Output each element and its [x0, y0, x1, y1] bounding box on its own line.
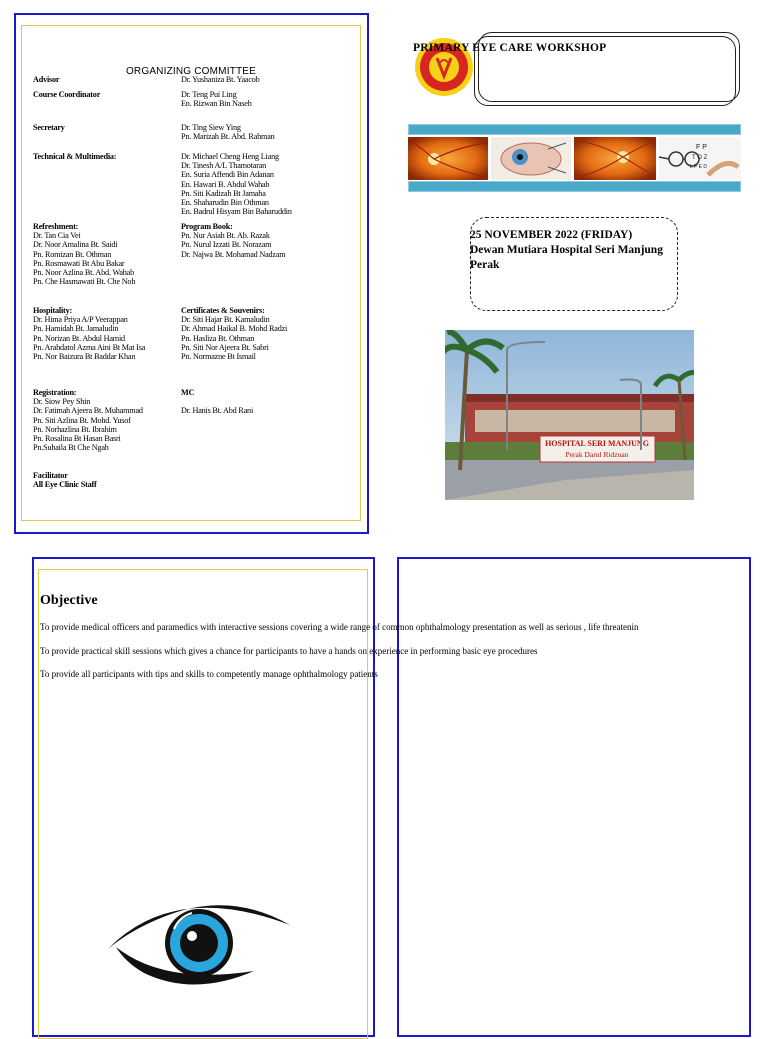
banner-bottom-bar — [408, 181, 741, 192]
mc-group: MC Dr. Hanis Bt. Abd Rani — [181, 388, 254, 416]
workshop-title: PRIMARY EYE CARE WORKSHOP — [413, 42, 607, 54]
date-venue-text — [470, 228, 663, 273]
committee-title: ORGANIZING COMMITTEE — [125, 66, 257, 77]
hospital-photo — [445, 330, 694, 500]
hospitality-group: Hospitality: Dr. Hima Priya A/P Veerappan Pn. Hamidah Bt. Jamaludin Pn. Norizan Bt. Abdul Hamid Pn. Arahdatol Azma Aini Bt Mat Isa Pn. Nor Baizura Bt Baddar Khan — [33, 306, 146, 362]
eye-logo-icon — [104, 887, 294, 999]
certificates-group: Certificates & Souvenirs: Dr. Siti Hajar Bt. Kamaludin Dr. Ahmad Haikal B. Mohd Radzi Pn. Hasliza Bt. Othman Pn. Siti Nor Ajeera Bt. Sabri Pn. Normazne Bt Ismail — [181, 306, 288, 362]
role-coordinator-label: Course Coordinator — [33, 90, 101, 99]
role-coordinator-names: Dr. Teng Pui Ling En. Rizwan Bin Naseh — [181, 90, 252, 109]
role-advisor-names: Dr. Yushaniza Bt. Yaacob — [181, 75, 260, 84]
eye-chart-letters-row2: T O Z — [692, 155, 708, 161]
workshop-venue-line2: Perak — [470, 259, 500, 271]
hospital-sign-line2: Perak Darul Ridzuan — [565, 450, 629, 459]
role-technical-names: Dr. Michael Cheng Heng Liang Dr. Tinesh A/L Thamotaran En. Suria Affendi Bin Adanan En. Hawari B. Abdul Wahab Pn. Siti Kadizah Bt Jamaha En. Shaharudin Bin Othman En. Badrul Hisyam Bin Baharuddin — [181, 152, 292, 217]
hospital-sign-line1: HOSPITAL SERI MANJUNG — [545, 439, 649, 448]
eye-chart-letters-row3: L P E D — [690, 164, 707, 170]
program-book-group: Program Book: Pn. Nur Asiah Bt. Ab. Razak Pn. Nurul Izzati Bt. Norazam Dr. Najwa Bt. Mohamad Nadzam — [181, 222, 286, 259]
objective-title: Objective — [40, 593, 98, 608]
refreshment-group: Refreshment: Dr. Tan Cia Vei Dr. Noor Amalina Bt. Saidi Pn. Romizan Bt. Othman Pn. Rosmawati Bt Abu Bakar Pn. Noor Azlina Bt. Abd. Wahab Pn. Che Hasmawati Bt. Che Noh — [33, 222, 136, 287]
fundus-photo-1 — [408, 137, 488, 180]
role-advisor-label: Advisor — [33, 75, 60, 84]
objective-item: To provide medical officers and paramedics with interactive sessions covering a wide range of common ophthalmology presentation as well as serious , life threatenin — [40, 622, 639, 632]
banner-top-bar — [408, 124, 741, 135]
workshop-venue-line1: Dewan Mutiara Hospital Seri Manjung — [470, 244, 663, 256]
workshop-date: 25 NOVEMBER 2022 (FRIDAY) — [470, 229, 633, 241]
fundus-photo-2 — [574, 137, 656, 180]
registration-group: Registration: Dr. Siow Pey Shin Dr. Fatimah Ajeera Bt. Muhammad Pn. Siti Azlina Bt. Mohd. Yusof Pn. Norhazlina Bt. Ibrahim Pn. Rosalina Bt Hasan Basri Pn.Suhaila Bt Che Ngah — [33, 388, 143, 453]
objective-item: To provide practical skill sessions which gives a chance for participants to have a hands on experience in performing basic eye procedures — [40, 646, 538, 656]
eye-chart-letters-row1: F P — [696, 144, 707, 151]
eye-images-strip — [408, 137, 741, 180]
objective-item: To provide all participants with tips and skills to competently manage ophthalmology patients — [40, 669, 378, 679]
facilitator-group: Facilitator All Eye Clinic Staff — [33, 471, 97, 490]
role-secretary-names: Dr. Ting Siew Ying Pn. Marizah Bt. Abd. Rahman — [181, 123, 275, 142]
role-secretary-label: Secretary — [33, 123, 65, 132]
role-technical-label: Technical & Multimedia: — [33, 152, 117, 161]
